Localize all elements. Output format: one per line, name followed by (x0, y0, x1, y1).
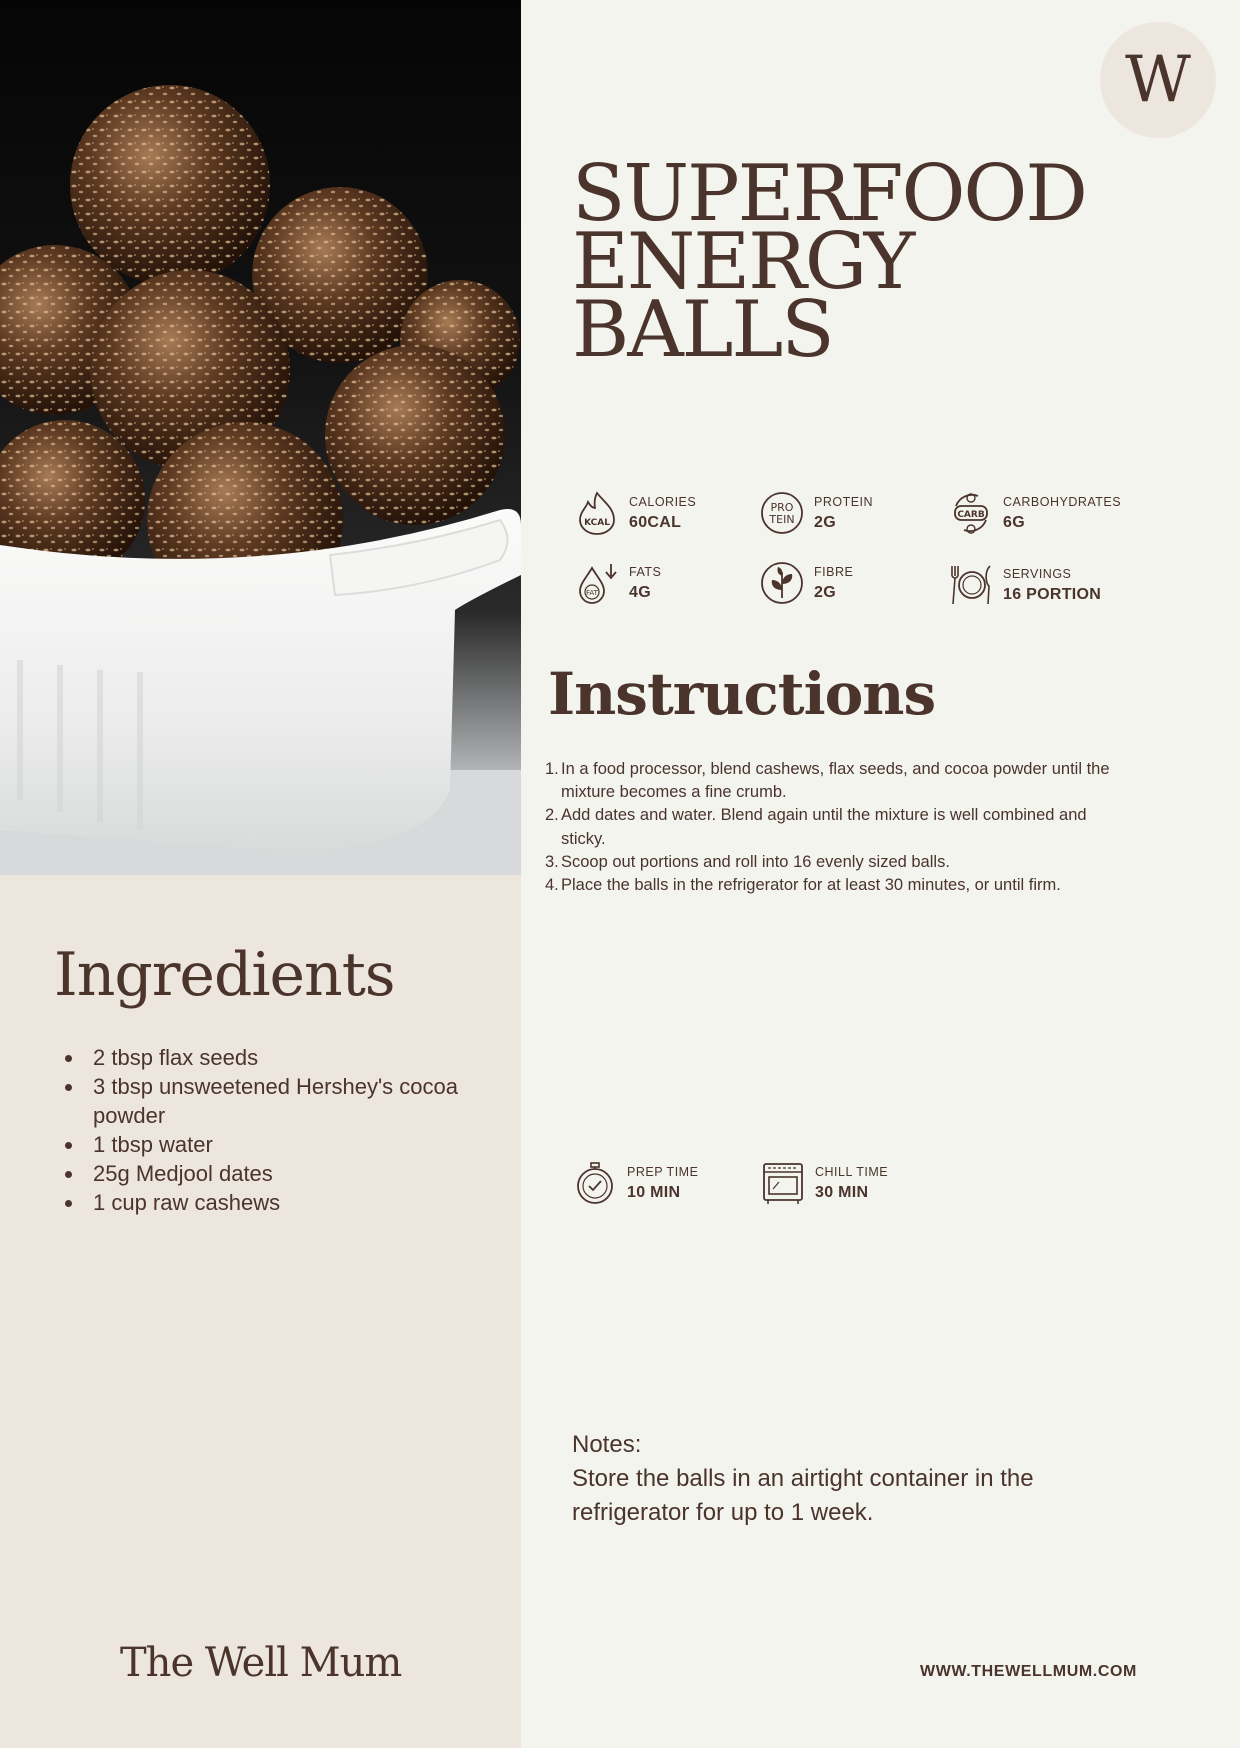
stat-protein (759, 490, 873, 536)
instructions-heading: Instructions (548, 660, 936, 728)
stat-label: CALORIES (629, 494, 697, 509)
stat-value: 16 PORTION (1003, 585, 1102, 603)
ingredient-item: 2 tbsp flax seeds (62, 1043, 482, 1072)
brand-name: The Well Mum (120, 1640, 402, 1686)
fat-drop-icon (574, 560, 620, 606)
step-text: Scoop out portions and roll into 16 evenly sized balls. (561, 852, 950, 871)
step-number: 2. (545, 806, 559, 825)
stat-value: 2G (814, 583, 836, 601)
stat-carbs (948, 490, 1121, 536)
stat-fats (574, 560, 661, 606)
fibre-leaf-icon (759, 560, 805, 606)
plate-cutlery-icon (948, 562, 994, 608)
step-number: 3. (545, 852, 559, 871)
energy-balls-illustration (0, 0, 521, 875)
prep-time (572, 1160, 698, 1206)
ingredients-heading: Ingredients (54, 940, 395, 1010)
stat-value: 6G (1003, 513, 1025, 531)
instruction-step (545, 874, 1120, 897)
stat-servings (948, 562, 1101, 608)
stat-label: SERVINGS (1003, 566, 1072, 581)
title-line: BALLS (572, 285, 833, 375)
ingredient-item: 25g Medjool dates (62, 1159, 482, 1188)
title-line: SUPERFOOD (572, 149, 1086, 239)
ingredient-item: 1 cup raw cashews (62, 1188, 482, 1217)
stopwatch-icon (572, 1160, 618, 1206)
oven-icon (760, 1160, 806, 1206)
svg-text:KCAL: KCAL (584, 518, 610, 528)
instruction-step (545, 758, 1120, 804)
step-text: Add dates and water. Blend again until the mixture is well combined and sticky. (561, 806, 1087, 848)
time-value: 10 MIN (627, 1183, 681, 1201)
instruction-step (545, 851, 1120, 874)
ingredients-list (62, 1043, 482, 1217)
stat-label: PROTEIN (814, 494, 874, 509)
instruction-step (545, 804, 1120, 850)
notes (572, 1428, 1132, 1530)
stat-value: 4G (629, 583, 651, 601)
step-number: 1. (545, 760, 559, 778)
stat-label: CARBOHYDRATES (1003, 494, 1122, 509)
svg-text:CARB: CARB (957, 510, 985, 520)
step-text: Place the balls in the refrigerator for at least 30 minutes, or until firm. (561, 876, 1061, 895)
carb-icon (948, 490, 994, 536)
notes-text: Store the balls in an airtight container in the refrigerator for up to 1 week. (572, 1465, 1034, 1526)
time-value: 30 MIN (815, 1183, 869, 1201)
step-text: In a food processor, blend cashews, flax seeds, and cocoa powder until the mixture becomes a fine crumb. (561, 760, 1110, 802)
protein-badge-icon (759, 490, 805, 536)
svg-text:TEIN: TEIN (769, 513, 795, 526)
svg-text:FAT: FAT (586, 589, 598, 597)
notes-heading: Notes: (572, 1431, 642, 1458)
time-label: CHILL TIME (815, 1164, 889, 1179)
stat-fibre (759, 560, 853, 606)
stat-value: 2G (814, 513, 836, 531)
logo-letter: W (1125, 43, 1191, 117)
stat-calories (574, 490, 696, 536)
energy-balls-photo (0, 0, 521, 875)
time-label: PREP TIME (627, 1164, 699, 1179)
brand-logo (1100, 22, 1216, 138)
stat-value: 60CAL (629, 513, 682, 531)
stat-label: FIBRE (814, 564, 854, 579)
left-panel (0, 0, 521, 1748)
stat-label: FATS (629, 564, 662, 579)
ingredient-item: 1 tbsp water (62, 1130, 482, 1159)
svg-text:PRO: PRO (770, 501, 794, 514)
instructions-list (545, 758, 1120, 897)
chill-time (760, 1160, 888, 1206)
step-number: 4. (545, 876, 559, 895)
ingredient-item: 3 tbsp unsweetened Hershey's cocoa powder (62, 1072, 482, 1130)
recipe-title (572, 149, 1132, 375)
kcal-flame-icon (574, 490, 620, 536)
website-link[interactable]: WWW.THEWELLMUM.COM (920, 1663, 1137, 1680)
title-line: ENERGY (572, 217, 914, 307)
